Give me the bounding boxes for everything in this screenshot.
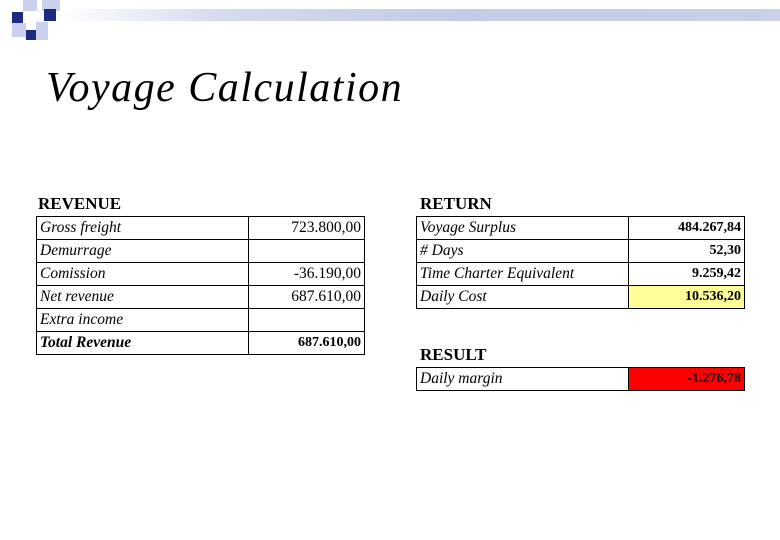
row-value	[249, 240, 365, 263]
row-label: Gross freight	[37, 217, 249, 240]
row-value: 687.610,00	[249, 286, 365, 309]
row-value: -36.190,00	[249, 263, 365, 286]
row-label: Daily Cost	[417, 286, 629, 309]
row-label: Extra income	[37, 309, 249, 332]
total-revenue-label: Total Revenue	[37, 332, 249, 355]
table-row	[37, 286, 365, 309]
row-value: 723.800,00	[249, 217, 365, 240]
total-revenue-value: 687.610,00	[249, 332, 365, 355]
table-row	[37, 309, 365, 332]
decor-square	[12, 23, 26, 37]
page-title: Voyage Calculation	[46, 65, 404, 111]
row-label: Daily margin	[417, 368, 629, 391]
table-row	[417, 240, 745, 263]
result-heading: RESULT	[420, 345, 487, 364]
table-row-total	[37, 332, 365, 355]
row-label: Voyage Surplus	[417, 217, 629, 240]
return-table	[416, 216, 745, 309]
table-row	[37, 240, 365, 263]
table-row	[417, 217, 745, 240]
decor-square	[26, 30, 36, 40]
row-value: 9.259,42	[629, 263, 745, 286]
row-label: # Days	[417, 240, 629, 263]
header-decor-stripe	[60, 9, 780, 21]
row-label: Comission	[37, 263, 249, 286]
daily-margin-value: -1.276,78	[629, 368, 745, 391]
daily-cost-value: 10.536,20	[629, 286, 745, 309]
table-row	[37, 217, 365, 240]
row-label: Demurrage	[37, 240, 249, 263]
decor-square	[36, 22, 48, 40]
row-label: Net revenue	[37, 286, 249, 309]
decor-square	[12, 12, 23, 23]
table-row	[417, 368, 745, 391]
revenue-heading: REVENUE	[38, 194, 122, 213]
row-value: 52,30	[629, 240, 745, 263]
revenue-table	[36, 216, 365, 355]
row-label: Time Charter Equivalent	[417, 263, 629, 286]
decor-square	[44, 9, 56, 21]
return-heading: RETURN	[420, 194, 492, 213]
row-value: 484.267,84	[629, 217, 745, 240]
row-value	[249, 309, 365, 332]
decor-square	[23, 0, 37, 11]
table-row	[37, 263, 365, 286]
result-table	[416, 367, 745, 391]
table-row	[417, 263, 745, 286]
table-row	[417, 286, 745, 309]
